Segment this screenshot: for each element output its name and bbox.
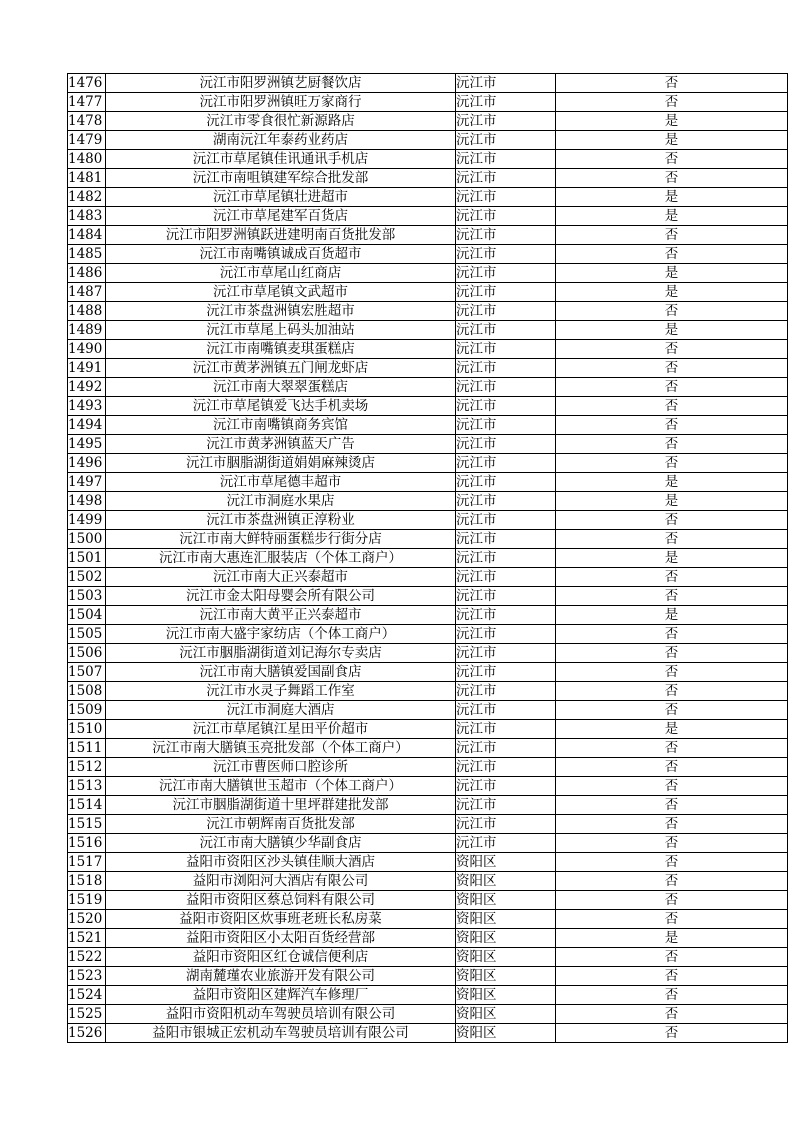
status-flag-cell: 否 — [556, 454, 788, 473]
business-name-cell: 益阳市资阳区蔡总饲料有限公司 — [106, 891, 456, 910]
business-name-cell: 沅江市南嘴镇商务宾馆 — [106, 416, 456, 435]
table-row — [68, 302, 788, 321]
status-flag-cell: 否 — [556, 644, 788, 663]
table-row — [68, 321, 788, 340]
district-cell: 沅江市 — [456, 682, 556, 701]
district-cell: 资阳区 — [456, 986, 556, 1005]
status-flag-cell: 否 — [556, 663, 788, 682]
status-flag-cell: 否 — [556, 530, 788, 549]
status-flag-cell: 否 — [556, 397, 788, 416]
row-number-cell: 1491 — [68, 359, 106, 378]
row-number-cell: 1518 — [68, 872, 106, 891]
table-row — [68, 378, 788, 397]
business-name-cell: 沅江市南大黄平正兴泰超市 — [106, 606, 456, 625]
table-row — [68, 93, 788, 112]
district-cell: 沅江市 — [456, 112, 556, 131]
status-flag-cell: 是 — [556, 131, 788, 150]
table-row — [68, 644, 788, 663]
status-flag-cell: 否 — [556, 834, 788, 853]
table-row — [68, 226, 788, 245]
status-flag-cell: 否 — [556, 682, 788, 701]
row-number-cell: 1511 — [68, 739, 106, 758]
table-row — [68, 929, 788, 948]
status-flag-cell: 否 — [556, 169, 788, 188]
status-flag-cell: 否 — [556, 93, 788, 112]
district-cell: 沅江市 — [456, 359, 556, 378]
business-name-cell: 沅江市南咀镇建军综合批发部 — [106, 169, 456, 188]
row-number-cell: 1481 — [68, 169, 106, 188]
row-number-cell: 1498 — [68, 492, 106, 511]
table-row — [68, 758, 788, 777]
business-name-cell: 湖南麓瑾农业旅游开发有限公司 — [106, 967, 456, 986]
row-number-cell: 1479 — [68, 131, 106, 150]
table-row — [68, 910, 788, 929]
status-flag-cell: 否 — [556, 378, 788, 397]
table-row — [68, 796, 788, 815]
row-number-cell: 1480 — [68, 150, 106, 169]
status-flag-cell: 否 — [556, 587, 788, 606]
row-number-cell: 1522 — [68, 948, 106, 967]
row-number-cell: 1510 — [68, 720, 106, 739]
table-row — [68, 340, 788, 359]
table-row — [68, 967, 788, 986]
status-flag-cell: 否 — [556, 739, 788, 758]
row-number-cell: 1526 — [68, 1024, 106, 1043]
row-number-cell: 1507 — [68, 663, 106, 682]
row-number-cell: 1495 — [68, 435, 106, 454]
status-flag-cell: 否 — [556, 872, 788, 891]
status-flag-cell: 否 — [556, 359, 788, 378]
status-flag-cell: 否 — [556, 986, 788, 1005]
table-row — [68, 454, 788, 473]
business-name-cell: 沅江市黄茅洲镇五门闸龙虾店 — [106, 359, 456, 378]
table-row — [68, 872, 788, 891]
business-name-cell: 沅江市南嘴镇麦琪蛋糕店 — [106, 340, 456, 359]
status-flag-cell: 是 — [556, 549, 788, 568]
district-cell: 沅江市 — [456, 606, 556, 625]
row-number-cell: 1525 — [68, 1005, 106, 1024]
row-number-cell: 1488 — [68, 302, 106, 321]
table-row — [68, 986, 788, 1005]
row-number-cell: 1519 — [68, 891, 106, 910]
status-flag-cell: 否 — [556, 758, 788, 777]
row-number-cell: 1484 — [68, 226, 106, 245]
table-row — [68, 1024, 788, 1043]
table-row — [68, 606, 788, 625]
business-name-cell: 沅江市阳罗洲镇跃进建明南百货批发部 — [106, 226, 456, 245]
row-number-cell: 1524 — [68, 986, 106, 1005]
status-flag-cell: 否 — [556, 74, 788, 93]
district-cell: 资阳区 — [456, 1005, 556, 1024]
table-row — [68, 131, 788, 150]
status-flag-cell: 是 — [556, 720, 788, 739]
district-cell: 沅江市 — [456, 321, 556, 340]
business-name-cell: 沅江市南大膳镇少华副食店 — [106, 834, 456, 853]
row-number-cell: 1493 — [68, 397, 106, 416]
status-flag-cell: 否 — [556, 815, 788, 834]
district-cell: 沅江市 — [456, 777, 556, 796]
row-number-cell: 1505 — [68, 625, 106, 644]
row-number-cell: 1499 — [68, 511, 106, 530]
business-name-cell: 沅江市南大惠连汇服装店（个体工商户） — [106, 549, 456, 568]
status-flag-cell: 否 — [556, 1005, 788, 1024]
business-name-cell: 沅江市朝辉南百货批发部 — [106, 815, 456, 834]
table-row — [68, 682, 788, 701]
business-name-cell: 沅江市黄茅洲镇蓝天广告 — [106, 435, 456, 454]
business-name-cell: 沅江市曹医师口腔诊所 — [106, 758, 456, 777]
district-cell: 沅江市 — [456, 416, 556, 435]
status-flag-cell: 是 — [556, 112, 788, 131]
business-name-cell: 沅江市南大膳镇爱国副食店 — [106, 663, 456, 682]
district-cell: 沅江市 — [456, 207, 556, 226]
business-name-cell: 沅江市洞庭大酒店 — [106, 701, 456, 720]
row-number-cell: 1506 — [68, 644, 106, 663]
status-flag-cell: 否 — [556, 777, 788, 796]
status-flag-cell: 是 — [556, 492, 788, 511]
table-row — [68, 435, 788, 454]
business-name-cell: 沅江市南大膳镇世玉超市（个体工商户） — [106, 777, 456, 796]
row-number-cell: 1477 — [68, 93, 106, 112]
row-number-cell: 1485 — [68, 245, 106, 264]
table-row — [68, 891, 788, 910]
table-row — [68, 492, 788, 511]
district-cell: 沅江市 — [456, 587, 556, 606]
status-flag-cell: 是 — [556, 473, 788, 492]
district-cell: 沅江市 — [456, 150, 556, 169]
district-cell: 沅江市 — [456, 397, 556, 416]
status-flag-cell: 是 — [556, 606, 788, 625]
district-cell: 资阳区 — [456, 1024, 556, 1043]
table-row — [68, 739, 788, 758]
business-name-cell: 沅江市南大翠翠蛋糕店 — [106, 378, 456, 397]
business-name-cell: 沅江市草尾镇江星田平价超市 — [106, 720, 456, 739]
business-name-cell: 益阳市资阳区建辉汽车修理厂 — [106, 986, 456, 1005]
table-row — [68, 853, 788, 872]
row-number-cell: 1501 — [68, 549, 106, 568]
district-cell: 沅江市 — [456, 93, 556, 112]
table-row — [68, 777, 788, 796]
row-number-cell: 1520 — [68, 910, 106, 929]
district-cell: 沅江市 — [456, 188, 556, 207]
district-cell: 沅江市 — [456, 454, 556, 473]
row-number-cell: 1502 — [68, 568, 106, 587]
table-row — [68, 511, 788, 530]
table-row — [68, 720, 788, 739]
row-number-cell: 1492 — [68, 378, 106, 397]
business-name-cell: 沅江市金太阳母婴会所有限公司 — [106, 587, 456, 606]
business-name-cell: 沅江市阳罗洲镇艺厨餐饮店 — [106, 74, 456, 93]
district-cell: 沅江市 — [456, 796, 556, 815]
table-row — [68, 663, 788, 682]
district-cell: 沅江市 — [456, 283, 556, 302]
row-number-cell: 1521 — [68, 929, 106, 948]
table-body — [68, 74, 788, 1043]
status-flag-cell: 否 — [556, 796, 788, 815]
district-cell: 资阳区 — [456, 929, 556, 948]
business-name-cell: 益阳市资阳区红仓诚信便利店 — [106, 948, 456, 967]
table-row — [68, 416, 788, 435]
table-row — [68, 112, 788, 131]
business-name-cell: 沅江市阳罗洲镇旺万家商行 — [106, 93, 456, 112]
district-cell: 沅江市 — [456, 644, 556, 663]
status-flag-cell: 否 — [556, 435, 788, 454]
district-cell: 资阳区 — [456, 910, 556, 929]
row-number-cell: 1489 — [68, 321, 106, 340]
table-row — [68, 245, 788, 264]
business-name-cell: 沅江市草尾上码头加油站 — [106, 321, 456, 340]
status-flag-cell: 否 — [556, 568, 788, 587]
business-name-cell: 沅江市胭脂湖街道娟娟麻辣烫店 — [106, 454, 456, 473]
status-flag-cell: 是 — [556, 207, 788, 226]
row-number-cell: 1515 — [68, 815, 106, 834]
table-row — [68, 264, 788, 283]
business-name-cell: 益阳市资阳区炊事班老班长私房菜 — [106, 910, 456, 929]
business-name-cell: 益阳市浏阳河大酒店有限公司 — [106, 872, 456, 891]
district-cell: 沅江市 — [456, 663, 556, 682]
business-name-cell: 益阳市资阳区沙头镇佳顺大酒店 — [106, 853, 456, 872]
district-cell: 沅江市 — [456, 435, 556, 454]
status-flag-cell: 是 — [556, 929, 788, 948]
row-number-cell: 1504 — [68, 606, 106, 625]
business-name-cell: 益阳市资阳区小太阳百货经营部 — [106, 929, 456, 948]
table-row — [68, 549, 788, 568]
status-flag-cell: 否 — [556, 1024, 788, 1043]
table-row — [68, 397, 788, 416]
business-name-cell: 沅江市草尾镇爱飞达手机卖场 — [106, 397, 456, 416]
district-cell: 沅江市 — [456, 169, 556, 188]
district-cell: 沅江市 — [456, 511, 556, 530]
business-name-cell: 沅江市草尾镇佳讯通讯手机店 — [106, 150, 456, 169]
table-row — [68, 283, 788, 302]
row-number-cell: 1486 — [68, 264, 106, 283]
district-cell: 沅江市 — [456, 720, 556, 739]
district-cell: 沅江市 — [456, 625, 556, 644]
district-cell: 资阳区 — [456, 967, 556, 986]
business-name-cell: 湖南沅江年泰药业药店 — [106, 131, 456, 150]
business-name-cell: 沅江市胭脂湖街道十里坪群建批发部 — [106, 796, 456, 815]
district-cell: 沅江市 — [456, 739, 556, 758]
district-cell: 沅江市 — [456, 815, 556, 834]
business-name-cell: 沅江市南大盛宇家纺店（个体工商户） — [106, 625, 456, 644]
district-cell: 资阳区 — [456, 872, 556, 891]
table-row — [68, 359, 788, 378]
district-cell: 沅江市 — [456, 758, 556, 777]
business-name-cell: 沅江市草尾镇壮进超市 — [106, 188, 456, 207]
business-name-cell: 沅江市草尾建军百货店 — [106, 207, 456, 226]
district-cell: 沅江市 — [456, 302, 556, 321]
district-cell: 沅江市 — [456, 378, 556, 397]
business-name-cell: 沅江市南大膳镇玉亮批发部（个体工商户） — [106, 739, 456, 758]
table-row — [68, 568, 788, 587]
district-cell: 资阳区 — [456, 853, 556, 872]
row-number-cell: 1500 — [68, 530, 106, 549]
table-row — [68, 530, 788, 549]
business-name-cell: 益阳市资阳机动车驾驶员培训有限公司 — [106, 1005, 456, 1024]
table-row — [68, 834, 788, 853]
status-flag-cell: 否 — [556, 853, 788, 872]
district-cell: 沅江市 — [456, 549, 556, 568]
table-row — [68, 587, 788, 606]
table-row — [68, 815, 788, 834]
row-number-cell: 1497 — [68, 473, 106, 492]
business-name-cell: 沅江市水灵子舞蹈工作室 — [106, 682, 456, 701]
row-number-cell: 1483 — [68, 207, 106, 226]
row-number-cell: 1496 — [68, 454, 106, 473]
row-number-cell: 1513 — [68, 777, 106, 796]
row-number-cell: 1517 — [68, 853, 106, 872]
row-number-cell: 1490 — [68, 340, 106, 359]
status-flag-cell: 否 — [556, 150, 788, 169]
status-flag-cell: 否 — [556, 416, 788, 435]
district-cell: 沅江市 — [456, 530, 556, 549]
district-cell: 沅江市 — [456, 131, 556, 150]
row-number-cell: 1509 — [68, 701, 106, 720]
status-flag-cell: 否 — [556, 891, 788, 910]
row-number-cell: 1508 — [68, 682, 106, 701]
district-cell: 沅江市 — [456, 245, 556, 264]
business-name-cell: 沅江市南嘴镇诚成百货超市 — [106, 245, 456, 264]
status-flag-cell: 否 — [556, 511, 788, 530]
table-row — [68, 74, 788, 93]
district-cell: 沅江市 — [456, 473, 556, 492]
status-flag-cell: 否 — [556, 245, 788, 264]
district-cell: 沅江市 — [456, 74, 556, 93]
status-flag-cell: 否 — [556, 340, 788, 359]
status-flag-cell: 是 — [556, 264, 788, 283]
business-name-cell: 沅江市草尾德丰超市 — [106, 473, 456, 492]
row-number-cell: 1523 — [68, 967, 106, 986]
row-number-cell: 1514 — [68, 796, 106, 815]
status-flag-cell: 是 — [556, 321, 788, 340]
business-name-cell: 沅江市草尾镇文武超市 — [106, 283, 456, 302]
business-name-cell: 沅江市胭脂湖街道刘记海尔专卖店 — [106, 644, 456, 663]
data-table — [67, 73, 788, 1043]
district-cell: 沅江市 — [456, 834, 556, 853]
business-name-cell: 沅江市南大正兴泰超市 — [106, 568, 456, 587]
table-row — [68, 473, 788, 492]
status-flag-cell: 否 — [556, 967, 788, 986]
district-cell: 沅江市 — [456, 568, 556, 587]
status-flag-cell: 是 — [556, 283, 788, 302]
district-cell: 沅江市 — [456, 226, 556, 245]
row-number-cell: 1512 — [68, 758, 106, 777]
business-name-cell: 沅江市南大鲜特丽蛋糕步行街分店 — [106, 530, 456, 549]
table-row — [68, 207, 788, 226]
table-row — [68, 188, 788, 207]
table-row — [68, 948, 788, 967]
row-number-cell: 1482 — [68, 188, 106, 207]
row-number-cell: 1487 — [68, 283, 106, 302]
table-row — [68, 169, 788, 188]
table-row — [68, 701, 788, 720]
status-flag-cell: 否 — [556, 226, 788, 245]
business-name-cell: 益阳市银城正宏机动车驾驶员培训有限公司 — [106, 1024, 456, 1043]
business-name-cell: 沅江市零食很忙新源路店 — [106, 112, 456, 131]
business-name-cell: 沅江市茶盘洲镇宏胜超市 — [106, 302, 456, 321]
row-number-cell: 1494 — [68, 416, 106, 435]
status-flag-cell: 否 — [556, 625, 788, 644]
row-number-cell: 1478 — [68, 112, 106, 131]
business-name-cell: 沅江市洞庭水果店 — [106, 492, 456, 511]
status-flag-cell: 是 — [556, 188, 788, 207]
business-name-cell: 沅江市茶盘洲镇正淳粉业 — [106, 511, 456, 530]
district-cell: 沅江市 — [456, 264, 556, 283]
row-number-cell: 1476 — [68, 74, 106, 93]
status-flag-cell: 否 — [556, 910, 788, 929]
district-cell: 沅江市 — [456, 340, 556, 359]
district-cell: 资阳区 — [456, 891, 556, 910]
row-number-cell: 1503 — [68, 587, 106, 606]
district-cell: 沅江市 — [456, 492, 556, 511]
row-number-cell: 1516 — [68, 834, 106, 853]
district-cell: 沅江市 — [456, 701, 556, 720]
business-name-cell: 沅江市草尾山红商店 — [106, 264, 456, 283]
table-row — [68, 150, 788, 169]
status-flag-cell: 否 — [556, 948, 788, 967]
district-cell: 资阳区 — [456, 948, 556, 967]
table-row — [68, 625, 788, 644]
status-flag-cell: 否 — [556, 302, 788, 321]
status-flag-cell: 否 — [556, 701, 788, 720]
table-row — [68, 1005, 788, 1024]
